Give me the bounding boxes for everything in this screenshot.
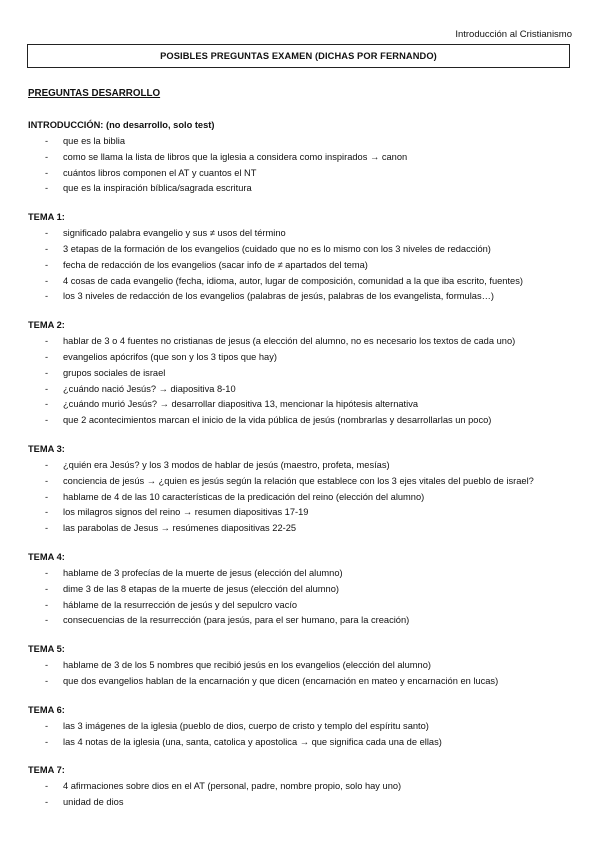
bullet-dash: - bbox=[45, 781, 49, 792]
bullet-dash: - bbox=[45, 475, 49, 486]
question-section bbox=[28, 119, 580, 197]
question-list bbox=[28, 226, 580, 305]
question-text: ¿cuándo nació Jesús? → diapositiva 8-10 bbox=[63, 383, 236, 394]
bullet-dash: - bbox=[45, 599, 49, 610]
question-item bbox=[28, 613, 580, 629]
section-heading-text: INTRODUCCIÓN: bbox=[28, 120, 104, 130]
question-text: las 4 notas de la iglesia (una, santa, catolica y apostolica → que significa cada una de ellas) bbox=[63, 736, 442, 747]
question-text: hablar de 3 o 4 fuentes no cristianas de jesus (a elección del alumno, no es necesario los textos de cada uno) bbox=[63, 336, 516, 347]
question-item bbox=[28, 166, 580, 182]
section-heading-text: TEMA 4: bbox=[28, 551, 65, 562]
bullet-dash: - bbox=[45, 351, 49, 362]
question-item bbox=[28, 289, 580, 305]
question-item bbox=[28, 350, 580, 366]
question-text: consecuencias de la resurrección (para jesús, para el ser humano, para la creación) bbox=[63, 615, 410, 626]
question-text: 3 etapas de la formación de los evangelios (cuidado que no es lo mismo con los 3 niveles de redacción) bbox=[63, 243, 491, 254]
section-heading-text: TEMA 5: bbox=[28, 644, 65, 655]
question-list bbox=[28, 719, 580, 751]
section-heading bbox=[28, 319, 580, 332]
question-text: grupos sociales de israel bbox=[63, 367, 166, 378]
document-title-box bbox=[27, 44, 570, 68]
question-text: las 3 imágenes de la iglesia (pueblo de dios, cuerpo de cristo y templo del espíritu santo) bbox=[63, 720, 429, 731]
question-text: significado palabra evangelio y sus ≠ usos del término bbox=[63, 228, 286, 239]
bullet-dash: - bbox=[45, 367, 49, 378]
question-item bbox=[28, 795, 580, 811]
bullet-dash: - bbox=[45, 660, 49, 671]
bullet-dash: - bbox=[45, 720, 49, 731]
question-text: que es la biblia bbox=[63, 136, 126, 146]
section-heading bbox=[28, 704, 580, 717]
question-list bbox=[28, 566, 580, 629]
document-title: POSIBLES PREGUNTAS EXAMEN (DICHAS POR FERNANDO) bbox=[160, 51, 437, 61]
question-text: las parabolas de Jesus → resúmenes diapositivas 22-25 bbox=[63, 523, 297, 534]
question-section bbox=[28, 704, 580, 751]
bullet-dash: - bbox=[45, 167, 49, 178]
question-section bbox=[28, 319, 580, 429]
question-item bbox=[28, 226, 580, 242]
section-heading-text: TEMA 3: bbox=[28, 443, 65, 454]
question-text: ¿quién era Jesús? y los 3 modos de hablar de jesús (maestro, profeta, mesías) bbox=[63, 459, 390, 470]
question-section bbox=[28, 551, 580, 629]
question-sections bbox=[28, 119, 580, 811]
question-text: ¿cuándo murió Jesús? → desarrollar diapositiva 13, mencionar la hipótesis alternativa bbox=[63, 399, 419, 410]
question-item bbox=[28, 366, 580, 382]
section-heading bbox=[28, 119, 580, 132]
bullet-dash: - bbox=[45, 243, 49, 254]
question-item bbox=[28, 582, 580, 598]
section-heading bbox=[28, 764, 580, 777]
question-item bbox=[28, 598, 580, 614]
question-text: hablame de 3 de los 5 nombres que recibió jesús en los evangelios (elección del alumno) bbox=[63, 660, 431, 671]
question-text: 4 afirmaciones sobre dios en el AT (personal, padre, nombre propio, solo hay uno) bbox=[63, 781, 402, 792]
bullet-dash: - bbox=[45, 736, 49, 747]
question-item bbox=[28, 674, 580, 690]
question-item bbox=[28, 134, 580, 150]
question-text: conciencia de jesús → ¿quien es jesús según la relación que establece con los 3 ejes vitales del pueblo de israel? bbox=[63, 475, 534, 486]
question-item bbox=[28, 382, 580, 398]
question-text: fecha de redacción de los evangelios (sacar info de ≠ apartados del tema) bbox=[63, 259, 368, 270]
question-text: hablame de 3 profecías de la muerte de jesus (elección del alumno) bbox=[63, 567, 343, 578]
running-header: Introducción al Cristianismo bbox=[455, 29, 572, 40]
question-list bbox=[28, 458, 580, 537]
section-heading bbox=[28, 551, 580, 564]
section-heading-text: TEMA 1: bbox=[28, 212, 65, 223]
question-text: cuántos libros componen el AT y cuantos el NT bbox=[63, 167, 257, 178]
bullet-dash: - bbox=[45, 275, 49, 286]
bullet-dash: - bbox=[45, 136, 49, 146]
question-item bbox=[28, 397, 580, 413]
bullet-dash: - bbox=[45, 797, 49, 808]
question-text: 4 cosas de cada evangelio (fecha, idioma, autor, lugar de composición, comunidad a la que iba escrito, fuentes) bbox=[63, 275, 523, 286]
bullet-dash: - bbox=[45, 523, 49, 534]
section-heading-text: TEMA 6: bbox=[28, 704, 65, 715]
question-text: evangelios apócrifos (que son y los 3 tipos que hay) bbox=[63, 351, 277, 362]
question-item bbox=[28, 490, 580, 506]
question-section bbox=[28, 211, 580, 305]
question-section bbox=[28, 443, 580, 537]
bullet-dash: - bbox=[45, 507, 49, 518]
bullet-dash: - bbox=[45, 675, 49, 686]
bullet-dash: - bbox=[45, 383, 49, 394]
question-text: que es la inspiración bíblica/sagrada escritura bbox=[63, 183, 252, 194]
bullet-dash: - bbox=[45, 183, 49, 194]
question-text: dime 3 de las 8 etapas de la muerte de jesus (elección del alumno) bbox=[63, 583, 339, 594]
question-text: que dos evangelios hablan de la encarnación y que dicen (encarnación en mateo y encarnación en lucas) bbox=[63, 675, 499, 686]
question-item bbox=[28, 242, 580, 258]
section-label: PREGUNTAS DESARROLLO bbox=[28, 88, 161, 99]
question-item bbox=[28, 566, 580, 582]
question-item bbox=[28, 181, 580, 197]
question-item bbox=[28, 779, 580, 795]
bullet-dash: - bbox=[45, 583, 49, 594]
question-item bbox=[28, 258, 580, 274]
question-item bbox=[28, 521, 580, 537]
question-section bbox=[28, 764, 580, 811]
section-heading bbox=[28, 211, 580, 224]
question-item bbox=[28, 413, 580, 429]
section-heading-text: TEMA 2: bbox=[28, 320, 65, 331]
bullet-dash: - bbox=[45, 567, 49, 578]
question-item bbox=[28, 334, 580, 350]
question-item bbox=[28, 150, 580, 166]
question-text: unidad de dios bbox=[63, 797, 124, 808]
question-text: hablame de 4 de las 10 características de la predicación del reino (elección del alumno) bbox=[63, 491, 425, 502]
bullet-dash: - bbox=[45, 615, 49, 626]
bullet-dash: - bbox=[45, 151, 49, 162]
bullet-dash: - bbox=[45, 459, 49, 470]
question-list bbox=[28, 658, 580, 690]
question-text: los milagros signos del reino → resumen diapositivas 17-19 bbox=[63, 507, 309, 518]
question-item bbox=[28, 274, 580, 290]
bullet-dash: - bbox=[45, 228, 49, 239]
section-heading bbox=[28, 643, 580, 656]
question-text: los 3 niveles de redacción de los evangelios (palabras de jesús, palabras de los evangelista, formulas…) bbox=[63, 291, 494, 302]
section-heading-text: TEMA 7: bbox=[28, 765, 65, 776]
question-list bbox=[28, 334, 580, 429]
question-item bbox=[28, 458, 580, 474]
bullet-dash: - bbox=[45, 336, 49, 347]
question-item bbox=[28, 735, 580, 751]
bullet-dash: - bbox=[45, 491, 49, 502]
bullet-dash: - bbox=[45, 399, 49, 410]
bullet-dash: - bbox=[45, 415, 49, 426]
question-item bbox=[28, 474, 580, 490]
question-list bbox=[28, 134, 580, 197]
question-text: que 2 acontecimientos marcan el inicio de la vida pública de jesús (nombrarlas y desarrollarlas un poco) bbox=[63, 415, 492, 426]
section-heading-note: (no desarrollo, solo test) bbox=[103, 120, 215, 130]
question-section bbox=[28, 643, 580, 690]
bullet-dash: - bbox=[45, 259, 49, 270]
question-text: como se llama la lista de libros que la iglesia a considera como inspirados → canon bbox=[63, 151, 408, 162]
section-heading bbox=[28, 443, 580, 456]
question-text: háblame de la resurrección de jesús y del sepulcro vacío bbox=[63, 599, 298, 610]
question-item bbox=[28, 658, 580, 674]
question-item bbox=[28, 719, 580, 735]
question-item bbox=[28, 505, 580, 521]
bullet-dash: - bbox=[45, 291, 49, 302]
document-content bbox=[28, 88, 580, 825]
question-list bbox=[28, 779, 580, 811]
